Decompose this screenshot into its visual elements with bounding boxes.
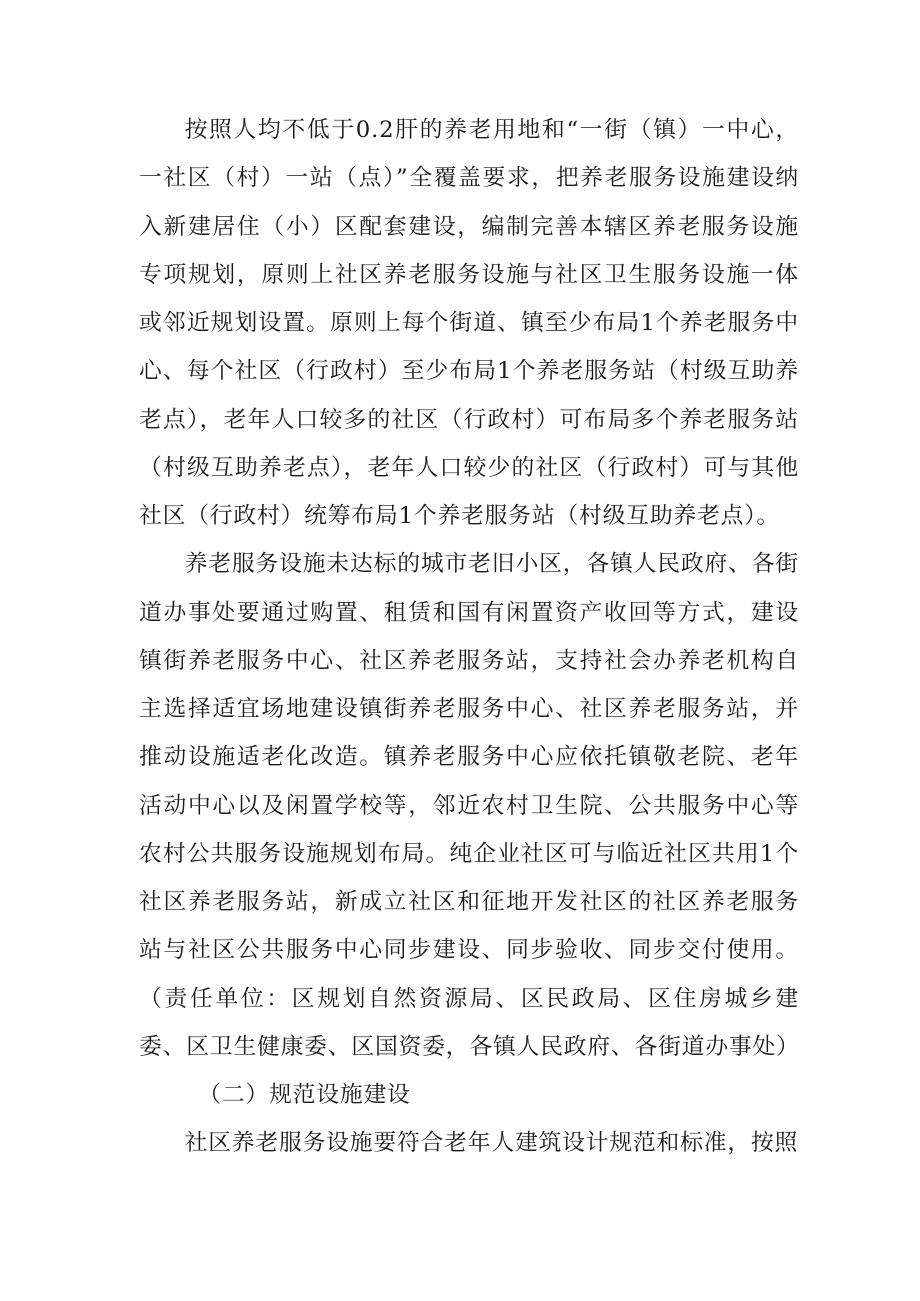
paragraph-construction-standards: 社区养老服务设施要符合老年人建筑设计规范和标准，按照 (184, 1130, 799, 1157)
paragraph-facility-planning: 按照人均不低于0.2肝的养老用地和“一街（镇）一中心，一社区（村）一站（点）”全覆盖要求，把养老服务设施建设纳入新建居住（小）区配套建设，编制完善本辖区养老服务设施专项规划，原则上社区养老服务设施与社区卫生服务设施一体或邻近规划设置。原则上每个街道、镇至少布局1个养老服务中心、每个社区（行政村）至少布局1个养老服务站（村级互助养老点），老年人口较多的社区（行政村）可布局多个养老服务站（村级互助养老点），老年人口较少的社区（行政村）可与其他社区（行政村）统筹布局1个养老服务站（村级互助养老点）。 (139, 117, 799, 529)
paragraph-old-community: 养老服务设施未达标的城市老旧小区，各镇人民政府、各街道办事处要通过购置、租赁和国有闲置资产收回等方式，建设镇街养老服务中心、社区养老服务站，支持社会办养老机构自主选择适宜场地建设镇街养老服务中心、社区养老服务站，并推动设施适老化改造。镇养老服务中心应依托镇敬老院、老年活动中心以及闲置学校等，邻近农村卫生院、公共服务中心等农村公共服务设施规划布局。纯企业社区可与临近社区共用1个社区养老服务站，新成立社区和征地开发社区的社区养老服务站与社区公共服务中心同步建设、同步验收、同步交付使用。（责任单位：区规划自然资源局、区民政局、区住房城乡建委、区卫生健康委、区国资委，各镇人民政府、各街道办事处） (139, 551, 800, 1060)
section-heading: （二）规范设施建设 (198, 1082, 411, 1108)
document-body (139, 106, 799, 1168)
